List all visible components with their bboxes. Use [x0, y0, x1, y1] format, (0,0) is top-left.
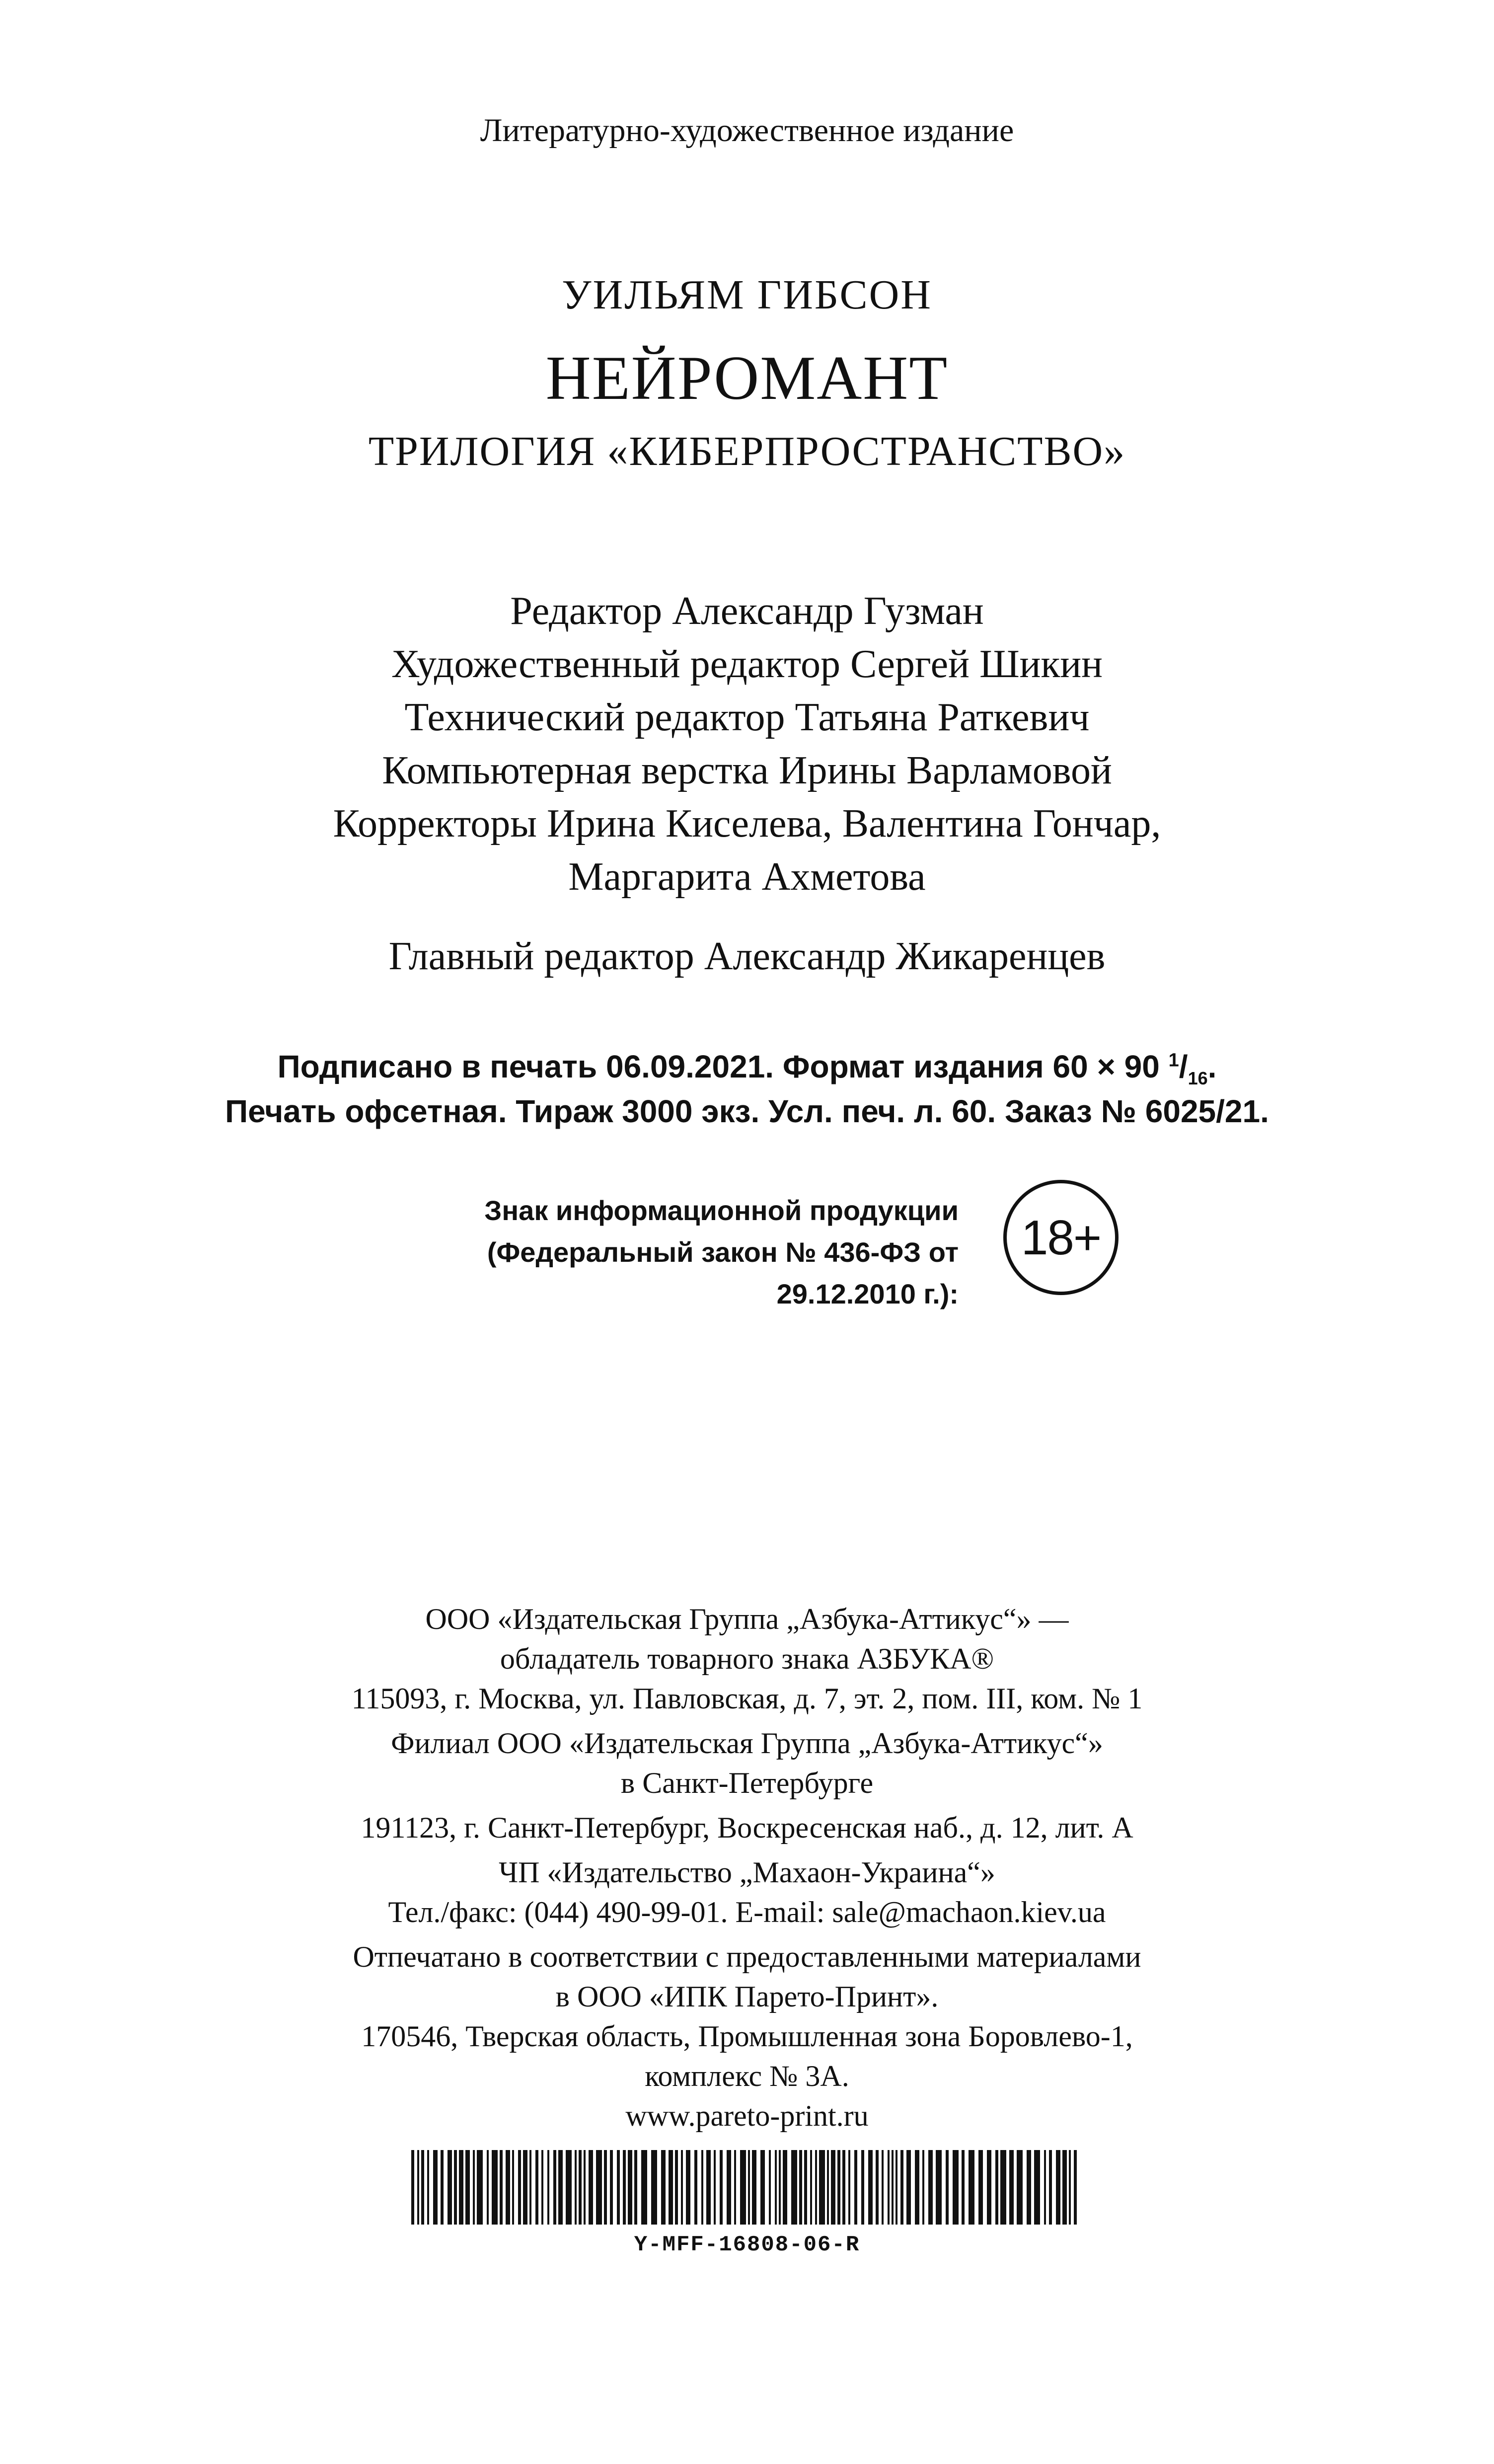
barcode-bar [1000, 2150, 1006, 2225]
barcode-bar [1009, 2150, 1014, 2225]
barcode-bar [1062, 2150, 1067, 2225]
barcode-bar [492, 2150, 498, 2225]
chief-editor: Главный редактор Александр Жикаренцев [388, 934, 1106, 978]
barcode-bar [1056, 2150, 1060, 2225]
barcode-bar [661, 2150, 666, 2225]
barcode-bar [686, 2150, 690, 2225]
barcode [411, 2150, 1083, 2225]
barcode-gap [911, 2150, 915, 2225]
barcode-bar [506, 2150, 510, 2225]
barcode-bar [969, 2150, 974, 2225]
barcode-gap [514, 2150, 518, 2225]
barcode-gap [949, 2150, 953, 2225]
barcode-bar [740, 2150, 746, 2225]
ukraine-contacts: Тел./факс: (044) 490-99-01. E-mail: sale@machaon.kiev.ua [388, 1896, 1106, 1928]
barcode-bar [465, 2150, 470, 2225]
printer-line: в ООО «ИПК Парето-Принт». [555, 1980, 939, 2013]
barcode-bar [1027, 2150, 1031, 2225]
barcode-gap [429, 2150, 433, 2225]
barcode-gap [531, 2150, 535, 2225]
barcode-bar [752, 2150, 756, 2225]
barcode-gap [765, 2150, 769, 2225]
barcode-bar [978, 2150, 983, 2225]
credit-layout: Компьютерная верстка Ирины Варламовой [382, 749, 1112, 792]
printer-website: www.pareto-print.ru [625, 2099, 869, 2132]
barcode-gap [736, 2150, 740, 2225]
credit-tech-editor: Технический редактор Татьяна Раткевич [404, 695, 1090, 739]
barcode-bar [558, 2150, 563, 2225]
info-sign-text [348, 1190, 959, 1315]
barcode-bar [433, 2150, 438, 2225]
barcode-bar [641, 2150, 647, 2225]
barcode-bar [783, 2150, 787, 2225]
book-title: НЕЙРОМАНТ [545, 344, 949, 413]
author-name: УИЛЬЯМ ГИБСОН [562, 272, 932, 318]
series-label: Литературно-художественное издание [480, 112, 1014, 149]
barcode-gap [549, 2150, 553, 2225]
barcode-bar [760, 2150, 765, 2225]
barcode-gap [983, 2150, 987, 2225]
barcode-code: Y-MFF-16808-06-R [634, 2233, 860, 2257]
info-sign-line2: (Федеральный закон № 436-ФЗ от 29.12.2010 г.): [487, 1236, 959, 1309]
barcode-bar [589, 2150, 593, 2225]
barcode-bar [596, 2150, 602, 2225]
barcode-bar [1034, 2150, 1040, 2225]
book-subtitle: ТРИЛОГИЯ «КИБЕРПРОСТРАНСТВО» [368, 428, 1126, 474]
format-end: . [1207, 1049, 1217, 1084]
barcode-bar [819, 2150, 825, 2225]
barcode-bar [669, 2150, 673, 2225]
barcode-gap [756, 2150, 760, 2225]
barcode-bar [868, 2150, 873, 2225]
barcode-gap [850, 2150, 854, 2225]
barcode-bar [987, 2150, 991, 2225]
barcode-gap [697, 2150, 701, 2225]
barcode-bar [1074, 2150, 1077, 2225]
credit-editor: Редактор Александр Гузман [510, 589, 984, 633]
barcode-gap [771, 2150, 775, 2225]
barcode-bar [1017, 2150, 1023, 2225]
barcode-gap [1040, 2150, 1044, 2225]
barcode-gap [444, 2150, 448, 2225]
barcode-gap [884, 2150, 888, 2225]
credit-proofreaders-cont: Маргарита Ахметова [568, 855, 926, 899]
publisher-address: 115093, г. Москва, ул. Павловская, д. 7, эт. 2, пом. III, ком. № 1 [351, 1682, 1143, 1715]
barcode-gap [974, 2150, 978, 2225]
format-numerator: 1 [1168, 1050, 1179, 1071]
credit-proofreaders: Корректоры Ирина Киселева, Валентина Гончар, [333, 802, 1161, 846]
barcode-gap [965, 2150, 969, 2225]
barcode-gap [723, 2150, 727, 2225]
imprint-format-text: Подписано в печать 06.09.2021. Формат издания 60 × 90 [277, 1049, 1169, 1084]
barcode-gap [613, 2150, 617, 2225]
barcode-gap [942, 2150, 946, 2225]
barcode-gap [483, 2150, 487, 2225]
barcode-gap [637, 2150, 641, 2225]
printer-address: комплекс № 3А. [645, 2060, 849, 2092]
barcode-gap [647, 2150, 651, 2225]
barcode-bar [953, 2150, 959, 2225]
barcode-bar [566, 2150, 572, 2225]
barcode-bar [727, 2150, 731, 2225]
age-rating-badge: 18+ [1003, 1180, 1119, 1295]
barcode-gap [991, 2150, 995, 2225]
branch-address: 191123, г. Санкт-Петербург, Воскресенская наб., д. 12, лит. А [361, 1811, 1133, 1844]
barcode-gap [864, 2150, 868, 2225]
barcode-gap [787, 2150, 791, 2225]
barcode-gap [857, 2150, 861, 2225]
barcode-bar [936, 2150, 942, 2225]
barcode-gap [1052, 2150, 1056, 2225]
branch-line: Филиал ООО «Издательская Группа „Азбука-Аттикус“» [391, 1727, 1103, 1760]
format-slash: / [1179, 1049, 1188, 1084]
barcode-gap [690, 2150, 694, 2225]
branch-line: в Санкт-Петербурге [620, 1767, 874, 1799]
credit-art-editor: Художественный редактор Сергей Шикин [391, 642, 1103, 686]
barcode-bar [928, 2150, 933, 2225]
barcode-gap [543, 2150, 547, 2225]
barcode-gap [1023, 2150, 1027, 2225]
printer-address: 170546, Тверская область, Промышленная зона Боровлево-1, [361, 2020, 1133, 2053]
barcode-bar [791, 2150, 797, 2225]
barcode-bar [459, 2150, 463, 2225]
imprint-format-line [0, 1048, 1494, 1089]
printer-line: Отпечатано в соответствии с предоставленными материалами [353, 1940, 1141, 1973]
barcode-bar [915, 2150, 919, 2225]
barcode-gap [924, 2150, 928, 2225]
barcode-bar [477, 2150, 483, 2225]
ukraine-publisher: ЧП «Издательство „Махаон-Украина“» [499, 1856, 995, 1889]
barcode-bar [651, 2150, 657, 2225]
barcode-bar [628, 2150, 632, 2225]
publisher-line: обладатель товарного знака АЗБУКА® [500, 1642, 994, 1675]
imprint-print-line: Печать офсетная. Тираж 3000 экз. Усл. печ. л. 60. Заказ № 6025/21. [225, 1093, 1269, 1129]
barcode-bar [706, 2150, 711, 2225]
barcode-gap [657, 2150, 661, 2225]
barcode-gap [716, 2150, 720, 2225]
info-sign-line1: Знак информационной продукции [484, 1195, 959, 1226]
barcode-bar [906, 2150, 911, 2225]
barcode-bar [523, 2150, 527, 2225]
format-denominator: 16 [1188, 1068, 1208, 1088]
barcode-bar [831, 2150, 835, 2225]
publisher-line: ООО «Издательская Группа „Азбука-Аттикус“» — [425, 1603, 1069, 1635]
barcode-bar [448, 2150, 452, 2225]
